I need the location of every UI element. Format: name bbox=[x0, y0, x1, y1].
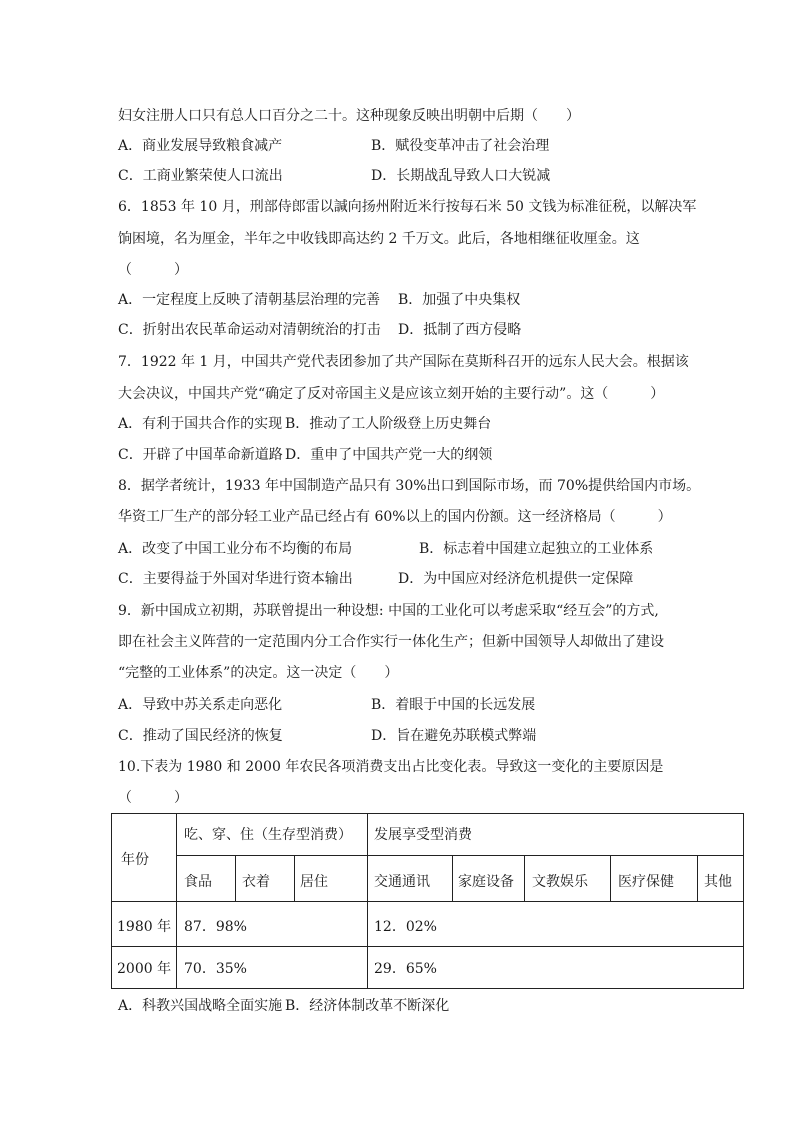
row-2000-year: 2000 年 bbox=[117, 961, 172, 977]
col-other: 其他 bbox=[704, 874, 732, 890]
header-survival: 吃、穿、住（生存型消费） bbox=[184, 827, 352, 843]
q8-stem-1: 8．据学者统计，1933 年中国制造产品只有 30%出口到国际市场，而 70%提供给国内市场。 bbox=[118, 478, 701, 494]
q5-stem-end: 妇女注册人口只有总人口百分之二十。这种现象反映出明朝中后期（ ） bbox=[118, 108, 580, 124]
q7-stem-1: 7．1922 年 1 月，中国共产党代表团参加了共产国际在莫斯科召开的远东人民大会。根据该 bbox=[118, 354, 689, 370]
col-household: 家庭设备 bbox=[458, 874, 514, 890]
q9-option-a: A．导致中苏关系走向恶化 bbox=[118, 697, 283, 713]
q9-stem-3: “完整的工业体系”的决定。这一决定（ ） bbox=[118, 665, 399, 681]
q8-option-c: C．主要得益于外国对华进行资本输出 bbox=[118, 571, 353, 587]
q5-option-b: B．赋役变革冲击了社会治理 bbox=[371, 138, 550, 154]
consumption-table bbox=[111, 813, 744, 989]
q8-stem-2: 华资工厂生产的部分轻工业产品已经占有 60%以上的国内份额。这一经济格局（ ） bbox=[118, 509, 672, 525]
q7-option-c: C．开辟了中国革命新道路 bbox=[118, 447, 283, 463]
q5-option-c: C．工商业繁荣使人口流出 bbox=[118, 168, 283, 184]
col-education: 文教娱乐 bbox=[532, 874, 588, 890]
q8-option-d: D．为中国应对经济危机提供一定保障 bbox=[398, 571, 634, 587]
q9-option-b: B．着眼于中国的长远发展 bbox=[371, 697, 536, 713]
q6-option-c: C．折射出农民革命运动对清朝统治的打击 bbox=[118, 322, 381, 338]
q7-option-d: D．重申了中国共产党一大的纲领 bbox=[285, 447, 493, 463]
q5-option-a: A．商业发展导致粮食减产 bbox=[118, 138, 283, 154]
q10-stem-2: （ ） bbox=[118, 790, 188, 806]
q8-option-b: B．标志着中国建立起独立的工业体系 bbox=[419, 541, 654, 557]
row-2000-survival: 70．35% bbox=[184, 961, 247, 977]
q10-option-a: A．科教兴国战略全面实施 bbox=[118, 998, 283, 1014]
row-1980-survival: 87．98% bbox=[184, 919, 247, 935]
q9-option-d: D．旨在避免苏联模式弊端 bbox=[371, 728, 537, 744]
q10-stem-1: 10.下表为 1980 和 2000 年农民各项消费支出占比变化表。导致这一变化的主要原因是 bbox=[118, 759, 664, 775]
header-year: 年份 bbox=[121, 852, 149, 868]
q6-option-d: D．抵制了西方侵略 bbox=[398, 322, 522, 338]
q6-stem-3: （ ） bbox=[118, 262, 188, 278]
col-transport: 交通通讯 bbox=[374, 874, 430, 890]
q10-option-b: B．经济体制改革不断深化 bbox=[285, 998, 450, 1014]
col-housing: 居住 bbox=[300, 874, 328, 890]
q7-stem-2: 大会决议，中国共产党“确定了反对帝国主义是应该立刻开始的主要行动”。这（ ） bbox=[118, 386, 665, 402]
row-2000-development: 29．65% bbox=[374, 961, 437, 977]
q7-option-a: A．有利于国共合作的实现 bbox=[118, 416, 283, 432]
col-medical: 医疗保健 bbox=[618, 874, 674, 890]
q6-option-a: A．一定程度上反映了清朝基层治理的完善 bbox=[118, 292, 381, 308]
q6-stem-1: 6．1853 年 10 月，刑部侍郎雷以諴向扬州附近米行按每石米 50 文钱为标准征税，以解决军 bbox=[118, 199, 697, 215]
col-food: 食品 bbox=[184, 874, 212, 890]
q7-option-b: B．推动了工人阶级登上历史舞台 bbox=[285, 416, 492, 432]
q5-option-d: D．长期战乱导致人口大锐减 bbox=[371, 168, 551, 184]
q9-stem-1: 9．新中国成立初期，苏联曾提出一种设想: 中国的工业化可以考虑采取“经互会”的方式, bbox=[118, 603, 659, 619]
header-development: 发展享受型消费 bbox=[374, 827, 472, 843]
col-clothing: 衣着 bbox=[242, 874, 270, 890]
q6-stem-2: 饷困境，名为厘金，半年之中收钱即高达约 2 千万文。此后，各地相继征收厘金。这 bbox=[118, 231, 640, 247]
q6-option-b: B．加强了中央集权 bbox=[398, 292, 521, 308]
row-1980-year: 1980 年 bbox=[117, 919, 172, 935]
q9-stem-2: 即在社会主义阵营的一定范围内分工合作实行一体化生产；但新中国领导人却做出了建设 bbox=[118, 634, 664, 650]
row-1980-development: 12．02% bbox=[374, 919, 437, 935]
q9-option-c: C．推动了国民经济的恢复 bbox=[118, 728, 283, 744]
q8-option-a: A．改变了中国工业分布不均衡的布局 bbox=[118, 541, 353, 557]
